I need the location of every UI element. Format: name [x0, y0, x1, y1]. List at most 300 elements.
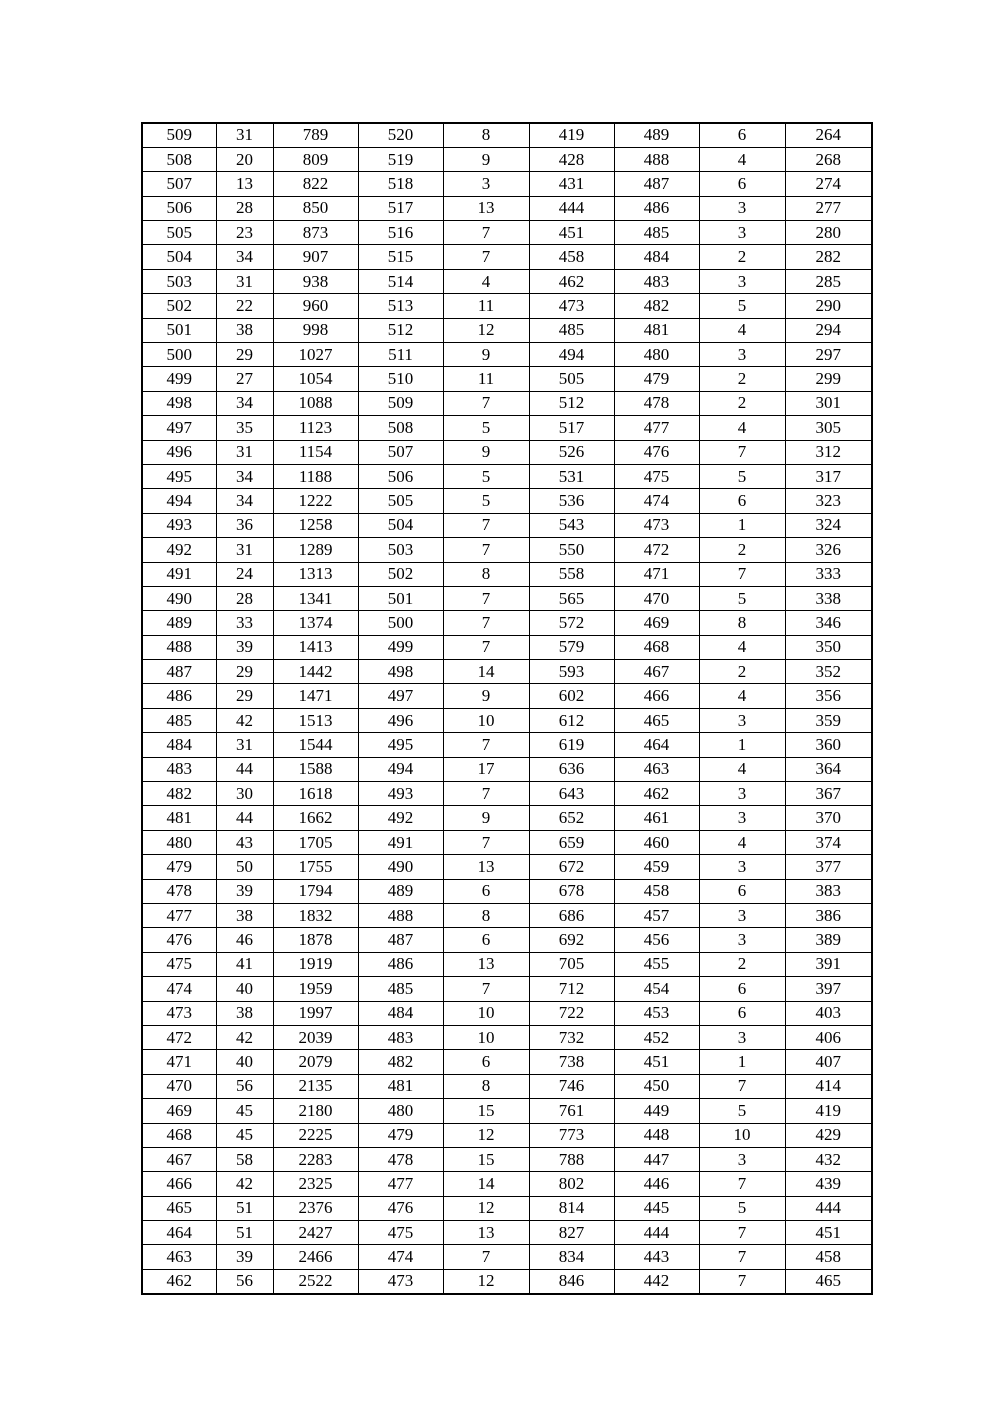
table-cell: 512: [358, 318, 443, 342]
table-row: [142, 343, 872, 367]
table-cell: 477: [142, 904, 216, 928]
table-cell: 3: [699, 928, 785, 952]
table-cell: 496: [142, 440, 216, 464]
table-cell: 7: [443, 221, 529, 245]
table-cell: 2135: [273, 1074, 358, 1098]
table-cell: 486: [142, 684, 216, 708]
table-cell: 41: [216, 952, 273, 976]
table-cell: 1513: [273, 708, 358, 732]
table-cell: 5: [699, 1099, 785, 1123]
table-cell: 515: [358, 245, 443, 269]
table-row: [142, 1269, 872, 1293]
table-cell: 451: [614, 1050, 699, 1074]
table-cell: 3: [699, 196, 785, 220]
table-cell: 448: [614, 1123, 699, 1147]
table-cell: 2079: [273, 1050, 358, 1074]
table-cell: 56: [216, 1074, 273, 1098]
table-cell: 517: [358, 196, 443, 220]
table-cell: 39: [216, 635, 273, 659]
table-cell: 1154: [273, 440, 358, 464]
table-cell: 460: [614, 830, 699, 854]
table-cell: 39: [216, 1245, 273, 1269]
table-cell: 305: [785, 416, 872, 440]
table-cell: 5: [699, 294, 785, 318]
table-cell: 33: [216, 611, 273, 635]
table-cell: 7: [443, 830, 529, 854]
table-cell: 56: [216, 1269, 273, 1293]
table-cell: 1258: [273, 513, 358, 537]
table-cell: 489: [614, 123, 699, 147]
table-cell: 2: [699, 367, 785, 391]
table-cell: 1123: [273, 416, 358, 440]
table-cell: 1413: [273, 635, 358, 659]
table-cell: 473: [614, 513, 699, 537]
table-cell: 458: [614, 879, 699, 903]
table-cell: 4: [699, 757, 785, 781]
table-cell: 280: [785, 221, 872, 245]
table-cell: 518: [358, 172, 443, 196]
table-cell: 51: [216, 1196, 273, 1220]
table-row: [142, 147, 872, 171]
table-row: [142, 1221, 872, 1245]
table-cell: 506: [358, 464, 443, 488]
table-cell: 998: [273, 318, 358, 342]
table-row: [142, 1147, 872, 1171]
table-cell: 2466: [273, 1245, 358, 1269]
table-cell: 612: [529, 708, 614, 732]
table-cell: 467: [614, 660, 699, 684]
table-cell: 38: [216, 1001, 273, 1025]
table-cell: 6: [699, 977, 785, 1001]
table-row: [142, 416, 872, 440]
table-cell: 482: [142, 782, 216, 806]
table-row: [142, 513, 872, 537]
table-cell: 495: [358, 733, 443, 757]
table-cell: 30: [216, 782, 273, 806]
table-cell: 484: [614, 245, 699, 269]
table-cell: 323: [785, 489, 872, 513]
table-cell: 1313: [273, 562, 358, 586]
table-cell: 43: [216, 830, 273, 854]
table-cell: 4: [699, 318, 785, 342]
table-cell: 4: [699, 830, 785, 854]
table-cell: 301: [785, 391, 872, 415]
table-cell: 294: [785, 318, 872, 342]
table-cell: 29: [216, 684, 273, 708]
table-cell: 31: [216, 733, 273, 757]
table-cell: 809: [273, 147, 358, 171]
table-row: [142, 1123, 872, 1147]
table-cell: 383: [785, 879, 872, 903]
table-cell: 476: [614, 440, 699, 464]
table-cell: 619: [529, 733, 614, 757]
table-cell: 31: [216, 123, 273, 147]
table-cell: 513: [358, 294, 443, 318]
table-cell: 466: [614, 684, 699, 708]
table-cell: 28: [216, 586, 273, 610]
table-cell: 488: [358, 904, 443, 928]
table-cell: 511: [358, 343, 443, 367]
table-body: [142, 123, 872, 1294]
table-cell: 35: [216, 416, 273, 440]
table-cell: 505: [358, 489, 443, 513]
table-cell: 9: [443, 147, 529, 171]
table-row: [142, 1025, 872, 1049]
table-cell: 476: [358, 1196, 443, 1220]
table-cell: 42: [216, 1025, 273, 1049]
table-cell: 397: [785, 977, 872, 1001]
table-cell: 484: [358, 1001, 443, 1025]
table-cell: 456: [614, 928, 699, 952]
table-cell: 407: [785, 1050, 872, 1074]
table-cell: 472: [614, 538, 699, 562]
table-cell: 4: [443, 269, 529, 293]
table-cell: 419: [785, 1099, 872, 1123]
table-cell: 12: [443, 318, 529, 342]
table-cell: 42: [216, 1172, 273, 1196]
table-cell: 29: [216, 660, 273, 684]
table-cell: 480: [614, 343, 699, 367]
table-cell: 692: [529, 928, 614, 952]
table-cell: 788: [529, 1147, 614, 1171]
table-cell: 473: [142, 1001, 216, 1025]
table-cell: 40: [216, 977, 273, 1001]
table-cell: 2: [699, 391, 785, 415]
table-cell: 495: [142, 464, 216, 488]
score-distribution-table: [141, 122, 873, 1295]
table-cell: 834: [529, 1245, 614, 1269]
table-cell: 6: [699, 489, 785, 513]
table-cell: 442: [614, 1269, 699, 1293]
table-cell: 2225: [273, 1123, 358, 1147]
table-row: [142, 830, 872, 854]
table-cell: 285: [785, 269, 872, 293]
table-cell: 487: [358, 928, 443, 952]
table-cell: 3: [699, 1025, 785, 1049]
table-cell: 550: [529, 538, 614, 562]
table-cell: 1: [699, 513, 785, 537]
table-cell: 40: [216, 1050, 273, 1074]
table-cell: 486: [614, 196, 699, 220]
table-cell: 7: [443, 513, 529, 537]
table-cell: 13: [443, 1221, 529, 1245]
table-cell: 2180: [273, 1099, 358, 1123]
table-cell: 505: [529, 367, 614, 391]
table-cell: 505: [142, 221, 216, 245]
table-cell: 1374: [273, 611, 358, 635]
table-cell: 451: [785, 1221, 872, 1245]
table-cell: 501: [358, 586, 443, 610]
table-cell: 502: [142, 294, 216, 318]
table-cell: 1188: [273, 464, 358, 488]
table-row: [142, 684, 872, 708]
table-cell: 3: [699, 806, 785, 830]
table-cell: 659: [529, 830, 614, 854]
table-cell: 472: [142, 1025, 216, 1049]
table-cell: 507: [142, 172, 216, 196]
table-cell: 2039: [273, 1025, 358, 1049]
table-cell: 439: [785, 1172, 872, 1196]
table-cell: 481: [358, 1074, 443, 1098]
table-cell: 514: [358, 269, 443, 293]
table-cell: 8: [699, 611, 785, 635]
table-row: [142, 367, 872, 391]
table-cell: 3: [699, 343, 785, 367]
table-cell: 13: [443, 196, 529, 220]
table-cell: 536: [529, 489, 614, 513]
table-cell: 467: [142, 1147, 216, 1171]
table-cell: 326: [785, 538, 872, 562]
table-cell: 338: [785, 586, 872, 610]
table-cell: 51: [216, 1221, 273, 1245]
table-cell: 2: [699, 952, 785, 976]
table-cell: 484: [142, 733, 216, 757]
table-cell: 705: [529, 952, 614, 976]
table-row: [142, 806, 872, 830]
table-cell: 27: [216, 367, 273, 391]
table-cell: 7: [699, 440, 785, 464]
table-cell: 352: [785, 660, 872, 684]
table-cell: 488: [614, 147, 699, 171]
table-cell: 1705: [273, 830, 358, 854]
table-cell: 4: [699, 147, 785, 171]
table-cell: 712: [529, 977, 614, 1001]
table-cell: 464: [614, 733, 699, 757]
table-cell: 520: [358, 123, 443, 147]
table-cell: 346: [785, 611, 872, 635]
table-row: [142, 1074, 872, 1098]
table-cell: 486: [358, 952, 443, 976]
table-cell: 492: [142, 538, 216, 562]
table-cell: 1442: [273, 660, 358, 684]
table-cell: 1544: [273, 733, 358, 757]
table-cell: 850: [273, 196, 358, 220]
table-cell: 367: [785, 782, 872, 806]
table-cell: 572: [529, 611, 614, 635]
table-cell: 7: [699, 1245, 785, 1269]
table-cell: 8: [443, 904, 529, 928]
table-row: [142, 538, 872, 562]
table-cell: 290: [785, 294, 872, 318]
table-row: [142, 440, 872, 464]
table-cell: 406: [785, 1025, 872, 1049]
table-cell: 44: [216, 757, 273, 781]
table-cell: 6: [443, 879, 529, 903]
table-cell: 1755: [273, 855, 358, 879]
table-cell: 512: [529, 391, 614, 415]
table-cell: 7: [443, 391, 529, 415]
table-cell: 359: [785, 708, 872, 732]
table-cell: 1662: [273, 806, 358, 830]
table-cell: 45: [216, 1099, 273, 1123]
table-cell: 14: [443, 1172, 529, 1196]
table-cell: 517: [529, 416, 614, 440]
table-row: [142, 635, 872, 659]
table-cell: 7: [699, 1074, 785, 1098]
table-cell: 499: [358, 635, 443, 659]
table-cell: 487: [142, 660, 216, 684]
table-row: [142, 855, 872, 879]
table-cell: 317: [785, 464, 872, 488]
table-cell: 391: [785, 952, 872, 976]
table-cell: 449: [614, 1099, 699, 1123]
table-cell: 444: [614, 1221, 699, 1245]
table-row: [142, 733, 872, 757]
table-cell: 350: [785, 635, 872, 659]
table-cell: 28: [216, 196, 273, 220]
table-cell: 643: [529, 782, 614, 806]
table-cell: 636: [529, 757, 614, 781]
table-cell: 490: [358, 855, 443, 879]
table-cell: 846: [529, 1269, 614, 1293]
table-cell: 476: [142, 928, 216, 952]
table-cell: 503: [142, 269, 216, 293]
table-cell: 827: [529, 1221, 614, 1245]
table-cell: 491: [142, 562, 216, 586]
table-row: [142, 172, 872, 196]
table-cell: 463: [142, 1245, 216, 1269]
table-cell: 2325: [273, 1172, 358, 1196]
table-cell: 465: [785, 1269, 872, 1293]
table-cell: 34: [216, 464, 273, 488]
table-cell: 1: [699, 1050, 785, 1074]
table-cell: 558: [529, 562, 614, 586]
table-cell: 4: [699, 416, 785, 440]
table-cell: 7: [443, 1245, 529, 1269]
table-row: [142, 611, 872, 635]
table-row: [142, 928, 872, 952]
table-cell: 487: [614, 172, 699, 196]
table-cell: 7: [443, 586, 529, 610]
table-cell: 3: [699, 221, 785, 245]
table-cell: 386: [785, 904, 872, 928]
table-cell: 445: [614, 1196, 699, 1220]
table-cell: 907: [273, 245, 358, 269]
table-cell: 7: [699, 562, 785, 586]
table-cell: 488: [142, 635, 216, 659]
table-cell: 732: [529, 1025, 614, 1049]
table-cell: 477: [614, 416, 699, 440]
table-cell: 45: [216, 1123, 273, 1147]
table-cell: 2: [699, 245, 785, 269]
table-cell: 473: [529, 294, 614, 318]
table-cell: 469: [142, 1099, 216, 1123]
table-cell: 746: [529, 1074, 614, 1098]
table-cell: 17: [443, 757, 529, 781]
table-cell: 459: [614, 855, 699, 879]
table-cell: 50: [216, 855, 273, 879]
table-cell: 2427: [273, 1221, 358, 1245]
table-cell: 482: [358, 1050, 443, 1074]
table-cell: 10: [443, 708, 529, 732]
table-cell: 475: [358, 1221, 443, 1245]
table-cell: 543: [529, 513, 614, 537]
table-cell: 465: [142, 1196, 216, 1220]
table-cell: 493: [142, 513, 216, 537]
table-cell: 5: [443, 464, 529, 488]
table-cell: 480: [142, 830, 216, 854]
table-cell: 3: [699, 269, 785, 293]
table-cell: 466: [142, 1172, 216, 1196]
table-cell: 593: [529, 660, 614, 684]
table-cell: 479: [142, 855, 216, 879]
table-cell: 7: [443, 245, 529, 269]
table-cell: 3: [699, 904, 785, 928]
table-cell: 297: [785, 343, 872, 367]
table-cell: 46: [216, 928, 273, 952]
table-row: [142, 708, 872, 732]
table-cell: 377: [785, 855, 872, 879]
table-cell: 5: [699, 586, 785, 610]
table-cell: 478: [358, 1147, 443, 1171]
table-cell: 457: [614, 904, 699, 928]
table-cell: 490: [142, 586, 216, 610]
table-cell: 31: [216, 440, 273, 464]
table-cell: 2: [699, 660, 785, 684]
table-cell: 7: [699, 1172, 785, 1196]
table-cell: 503: [358, 538, 443, 562]
table-cell: 2: [699, 538, 785, 562]
table-cell: 652: [529, 806, 614, 830]
table-cell: 34: [216, 391, 273, 415]
table-row: [142, 464, 872, 488]
table-cell: 519: [358, 147, 443, 171]
table-row: [142, 1099, 872, 1123]
table-cell: 444: [785, 1196, 872, 1220]
table-cell: 489: [358, 879, 443, 903]
table-cell: 11: [443, 294, 529, 318]
table-cell: 602: [529, 684, 614, 708]
table-cell: 470: [142, 1074, 216, 1098]
table-row: [142, 660, 872, 684]
table-row: [142, 586, 872, 610]
table-cell: 465: [614, 708, 699, 732]
table-cell: 499: [142, 367, 216, 391]
table-cell: 468: [142, 1123, 216, 1147]
table-cell: 428: [529, 147, 614, 171]
table-cell: 1919: [273, 952, 358, 976]
table-cell: 2522: [273, 1269, 358, 1293]
table-cell: 13: [443, 855, 529, 879]
table-cell: 1289: [273, 538, 358, 562]
table-cell: 470: [614, 586, 699, 610]
table-cell: 498: [142, 391, 216, 415]
table-cell: 873: [273, 221, 358, 245]
table-cell: 8: [443, 562, 529, 586]
table-cell: 264: [785, 123, 872, 147]
table-cell: 814: [529, 1196, 614, 1220]
table-cell: 4: [699, 635, 785, 659]
table-row: [142, 196, 872, 220]
table-cell: 773: [529, 1123, 614, 1147]
table-cell: 502: [358, 562, 443, 586]
table-cell: 789: [273, 123, 358, 147]
table-cell: 672: [529, 855, 614, 879]
table-cell: 44: [216, 806, 273, 830]
table-cell: 481: [614, 318, 699, 342]
table-cell: 7: [699, 1221, 785, 1245]
table-cell: 565: [529, 586, 614, 610]
table-cell: 454: [614, 977, 699, 1001]
table-cell: 938: [273, 269, 358, 293]
table-cell: 3: [443, 172, 529, 196]
table-cell: 478: [142, 879, 216, 903]
table-cell: 473: [358, 1269, 443, 1293]
table-cell: 360: [785, 733, 872, 757]
table-cell: 500: [142, 343, 216, 367]
table-cell: 268: [785, 147, 872, 171]
table-cell: 453: [614, 1001, 699, 1025]
